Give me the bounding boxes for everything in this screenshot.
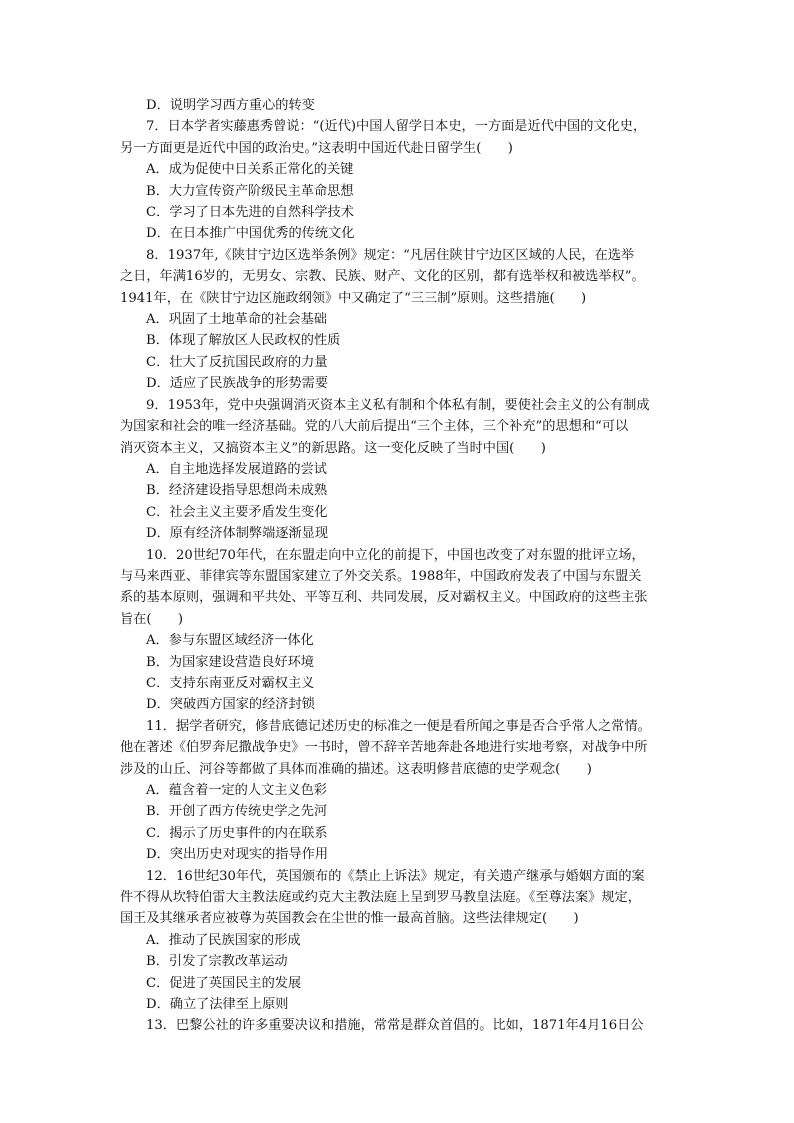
- question-stem: 7．日本学者实藤惠秀曾说：“(近代)中国人留学日本史，一方面是近代中国的文化史，: [146, 119, 647, 135]
- answer-option[interactable]: B．体现了解放区人民政权的性质: [146, 333, 341, 349]
- answer-option[interactable]: D．突破西方国家的经济封锁: [146, 697, 315, 713]
- question-stem: 13．巴黎公社的许多重要决议和措施，常常是群众首倡的。比如，1871年4月16日公: [146, 1018, 644, 1034]
- answer-option[interactable]: A．自主地选择发展道路的尝试: [146, 461, 327, 477]
- answer-option[interactable]: B．引发了宗教改革运动: [146, 954, 288, 970]
- answer-option[interactable]: B．为国家建设营造良好环境: [146, 654, 314, 670]
- answer-option[interactable]: C．学习了日本先进的自然科学技术: [146, 205, 354, 221]
- answer-option[interactable]: C．支持东南亚反对霸权主义: [146, 675, 315, 691]
- question-stem: 8．1937年,《陕甘宁边区选举条例》规定：“凡居住陕甘宁边区区域的人民，在选举: [146, 247, 635, 263]
- answer-option[interactable]: C．壮大了反抗国民政府的力量: [146, 354, 328, 370]
- answer-option[interactable]: A．蕴含着一定的人文主义色彩: [146, 783, 327, 798]
- question-stem: 10．20世纪70年代，在东盟走向中立化的前提下，中国也改变了对东盟的批评立场，: [146, 547, 645, 563]
- answer-option[interactable]: A．成为促使中日关系正常化的关键: [146, 162, 354, 178]
- question-block: [120, 116, 685, 244]
- option-line: D．说明学习西方重心的转变: [146, 98, 315, 113]
- question-stem: 12．16世纪30年代，英国颁布的《禁止上诉法》规定，有关遗产继承与婚姻方面的案: [146, 868, 645, 884]
- answer-option[interactable]: D．确立了法律至上原则: [146, 997, 289, 1013]
- question-block: [120, 1015, 685, 1036]
- question-stem-continued: 另一方面更是近代中国的政治史。”这表明中国近代赴日留学生( ): [120, 140, 513, 156]
- answer-option[interactable]: A．巩固了土地革命的社会基础: [146, 312, 327, 328]
- answer-option[interactable]: C．促进了英国民主的发展: [146, 975, 302, 991]
- answer-option[interactable]: D．原有经济体制弊端逐渐显现: [146, 526, 329, 542]
- question-content: [120, 95, 685, 1037]
- question-stem-continued: 件不得从坎特伯雷大主教法庭或约克大主教法庭上呈到罗马教皇法庭。《至尊法案》规定，: [120, 890, 641, 906]
- question-block: [120, 866, 685, 1016]
- answer-option[interactable]: A．参与东盟区域经济一体化: [146, 633, 314, 649]
- question-stem: 9．1953年，党中央强调消灭资本主义私有制和个体私有制，要使社会主义的公有制成: [146, 397, 650, 413]
- question-stem-continued: 旨在( ): [120, 611, 184, 627]
- question-stem-continued: 系的基本原则，强调和平共处、平等互利、共同发展，反对霸权主义。中国政府的这些主张: [120, 590, 648, 606]
- answer-option[interactable]: B．经济建设指导思想尚未成熟: [146, 483, 328, 499]
- question-block: [120, 395, 685, 545]
- question-stem-continued: 他在著述《伯罗奔尼撒战争史》一书时，曾不辞辛苦地奔赴各地进行实地考察，对战争中所: [120, 740, 648, 756]
- answer-option[interactable]: D．适应了民族战争的形势需要: [146, 376, 329, 392]
- question-stem: 11．据学者研究，修昔底德记述历史的标准之一便是看所闻之事是否合乎常人之常情。: [146, 718, 651, 734]
- question-block: [120, 545, 685, 716]
- answer-option[interactable]: B．开创了西方传统史学之先河: [146, 804, 328, 820]
- answer-option[interactable]: A．推动了民族国家的形成: [146, 932, 301, 948]
- question-block: [120, 245, 685, 395]
- question-stem-continued: 为国家和社会的唯一经济基础。党的八大前后提出“三个主体，三个补充”的思想和“可以: [120, 419, 629, 435]
- question-stem-continued: 消灭资本主义，又搞资本主义”的新思路。这一变化反映了当时中国( ): [120, 440, 546, 456]
- answer-option[interactable]: B．大力宣传资产阶级民主革命思想: [146, 183, 354, 199]
- answer-option[interactable]: C．揭示了历史事件的内在联系: [146, 825, 328, 841]
- answer-option[interactable]: D．在日本推广中国优秀的传统文化: [146, 226, 355, 242]
- question-stem-continued: 涉及的山丘、河谷等都做了具体而准确的描述。这表明修昔底德的史学观念( ): [120, 761, 592, 777]
- answer-option[interactable]: D．突出历史对现实的指导作用: [146, 847, 329, 863]
- question-stem-continued: 与马来西亚、菲律宾等东盟国家建立了外交关系。1988年，中国政府发表了中国与东盟关: [120, 568, 642, 584]
- question-block: [120, 716, 685, 866]
- question-stem-continued: 1941年，在《陕甘宁边区施政纲领》中又确定了“三三制”原则。这些措施( ): [120, 290, 587, 306]
- question-stem-continued: 之日，年满16岁的，无男女、宗教、民族、财产、文化的区别，都有选举权和被选举权”。: [120, 269, 645, 285]
- question-stem-continued: 国王及其继承者应被尊为英国教会在尘世的惟一最高首脑。这些法律规定( ): [120, 911, 579, 927]
- answer-option[interactable]: C．社会主义主要矛盾发生变化: [146, 504, 328, 520]
